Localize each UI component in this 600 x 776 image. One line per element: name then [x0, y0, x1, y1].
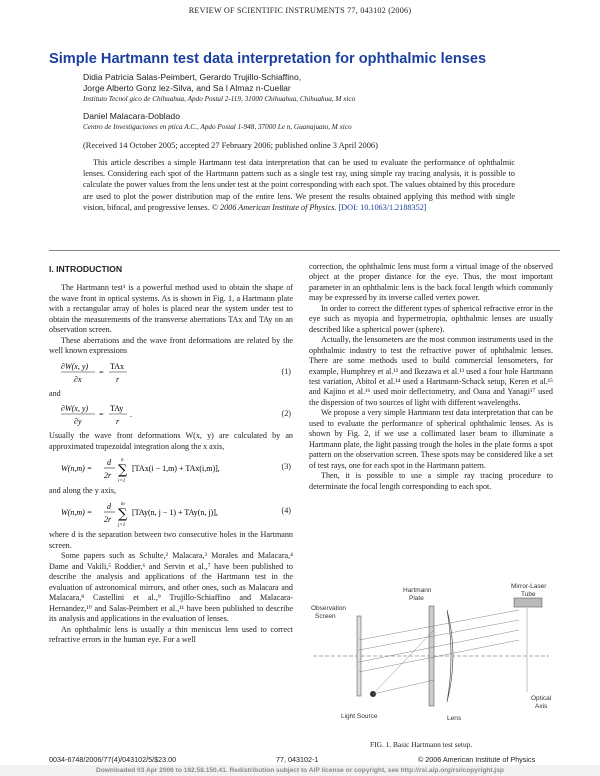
equation-4: [49, 498, 293, 528]
paragraph-6: Some papers such as Schulte,² Malacara,³ Morales and Malacara,⁴ Dame and Vakili,⁵ Roddier,⁶ and Servin et al.,⁷ have been published to describe the analysis and applications of the Hartmann test in the evaluation of astronomical mirrors, and other ones, such as Malacara and Malacara,⁸ Castellini et al.,⁹ Trujillo-Schiaffino and Malacara-Hernandez,¹⁰ and Salas-Peimbert et al.,¹¹ have been published to describe its analysis and applications in the evaluation of lenses.: [49, 551, 293, 624]
doi-link[interactable]: [DOI: 10.1063/1.2188352]: [338, 202, 427, 212]
equation-2: [49, 401, 293, 429]
author-block: [83, 72, 355, 133]
authors-line-2: Jorge Alberto Gonz lez-Silva, and Sa l Almaz n-Cuellar: [83, 83, 291, 93]
paragraph-7: An ophthalmic lens is usually a thin meniscus lens used to correct refractive errors in the human eye. For a well: [49, 624, 293, 644]
abstract-text: This article describes a simple Hartmann test data interpretation that can be used to evaluate the performance of ophthalmic lenses. Considering each spot of the Hartmann pattern such as a single test ray, using simple ray tracing analysis, it is possible to calculate the power values from the lens under test at the point corresponding with each spot. The values obtained by this procedure are used to plot the power distribution map of the entire lens. We present the results obtained applying this method with single vision, bifocal, and progressive lenses.: [83, 158, 515, 212]
mirror-laser-tube-shape: [514, 598, 542, 607]
equation-4-number: (4): [281, 506, 291, 516]
svg-text:j=1: j=1: [118, 523, 126, 529]
svg-text:2r: 2r: [104, 470, 112, 480]
equation-4-body: [61, 498, 281, 528]
svg-text:∂W(x, y): ∂W(x, y): [61, 404, 89, 414]
left-column: [49, 262, 293, 645]
footer-copyright: © 2006 American Institute of Physics: [418, 755, 536, 764]
section-divider: [49, 250, 560, 251]
paragraph-2: These aberrations and the wave front deformations are related by the well known expressions: [49, 335, 293, 356]
received-dates: (Received 14 October 2005; accepted 27 February 2006; published online 3 April 2006): [83, 141, 378, 150]
author-3: Daniel Malacara-Doblado: [83, 111, 180, 121]
svg-text:∑: ∑: [118, 462, 128, 478]
figure-1-diagram: [309, 580, 559, 730]
tube-label: Tube: [521, 591, 536, 598]
svg-text:[TAy(n, j − 1) + TAy(n, j)],: [TAy(n, j − 1) + TAy(n, j)],: [132, 508, 218, 518]
observation-label: Observation: [311, 605, 347, 612]
paragraph-1: The Hartmann test¹ is a powerful method used to obtain the shape of the wave front in optical systems. As is shown in Fig. 1, a Hartmann plate with a rectangular array of holes is placed near the system under test to obtain the measurements of the transverse aberrations TAx and TAy on an observation screen.: [49, 283, 293, 335]
footer-page: 77, 043102-1: [276, 755, 319, 764]
svg-text:∂x: ∂x: [74, 374, 82, 384]
and-text: and: [49, 388, 61, 398]
screen-label: Screen: [315, 613, 336, 620]
svg-text:TAx: TAx: [110, 361, 125, 371]
svg-text:W(n,m) =: W(n,m) =: [61, 508, 93, 518]
section-heading: I. INTRODUCTION: [49, 264, 123, 274]
equation-1-body: [61, 359, 211, 387]
plate-label: Plate: [409, 595, 424, 602]
svg-text:[TAx(i − 1,m) + TAx(i,m)],: [TAx(i − 1,m) + TAx(i,m)],: [132, 463, 220, 473]
svg-text:∑: ∑: [118, 507, 128, 523]
equation-3: [49, 454, 293, 484]
axis-label: Axis: [535, 703, 548, 710]
lens-label: Lens: [447, 715, 462, 722]
right-column: [309, 262, 553, 492]
equation-3-body: [61, 454, 281, 484]
paragraph-r1: correction, the ophthalmic lens must form a virtual image of the observed object at the proper distance for the eye. Thus, the most important parameter in an ophthalmic lens is the back focal length which commonly may be expressed by its inverse called vertex power.: [309, 262, 553, 303]
abstract: [83, 157, 515, 213]
figure-1-caption: FIG. 1. Basic Hartmann test setup.: [370, 740, 473, 749]
svg-text:d: d: [107, 502, 111, 512]
paragraph-r3: Actually, the lensometers are the most common instruments used in the ophthalmic industry to test the refractive power of ophthalmic lenses. There are some methods used to build commercial lensometers, for example, Humphrey et al.¹² and Ikezawa et al.¹³ used a four hole Hartmann test variation, Abitol et al.¹⁴ used a Hartmann-Schack setup, Keren et al.¹⁵ and Kajino et al.¹⁶ used moir deflectometry, and Oana and Yanagi¹⁷ used the dispersion of two sources of light with different wavelengths.: [309, 335, 553, 407]
affiliation-2: Centro de Investigaciones en ptica A.C., Apdo Postal 1-948, 37000 Le n, Guanajuato, M xico: [83, 123, 352, 131]
paragraph-r5: Then, it is possible to use a simple ray tracing procedure to determinate the focal length corresponding to each spot.: [309, 471, 553, 491]
mirror-laser-label: Mirror-Laser: [511, 583, 547, 590]
svg-text:n: n: [121, 457, 124, 463]
svg-text:=: =: [99, 410, 104, 420]
abstract-copyright: © 2006 American Institute of Physics.: [211, 202, 337, 212]
light-source-label: Light Source: [341, 713, 378, 720]
svg-text:.: .: [130, 410, 132, 420]
download-notice[interactable]: Downloaded 03 Apr 2006 to 192.58.150.41. Redistribution subject to AIP license or copyright, see http://rsi.aip.org/rsi/copyright.jsp: [96, 767, 504, 774]
hartmann-label: Hartmann: [403, 587, 432, 594]
svg-text:d: d: [107, 457, 111, 467]
observation-screen-shape: [357, 616, 361, 696]
affiliation-1: Instituto Tecnol gico de Chihuahua, Apdo Postal 2-119, 31000 Chihuahua, Chihuahua, M xico: [83, 95, 356, 103]
paragraph-5: where d is the separation between two consecutive holes in the Hartmann screen.: [49, 530, 293, 550]
equation-2-number: (2): [281, 409, 291, 419]
svg-text:r: r: [116, 374, 120, 384]
optical-label: Optical: [531, 695, 552, 702]
svg-text:∂W(x, y): ∂W(x, y): [61, 361, 89, 371]
svg-text:TAy: TAy: [110, 404, 124, 414]
svg-text:W(n,m) =: W(n,m) =: [61, 463, 93, 473]
footer-code: 0034-6748/2006/77(4)/043102/5/$23.00: [49, 755, 177, 764]
paragraph-r4: We propose a very simple Hartmann test data interpretation that can be used to evaluate the performance of spherical ophthalmic lenses. As is shown by Fig. 2, if we use a collimated laser beam to illuminate a Hartmann plate, the light passing trough the holes in the plate forms a spot pattern on the observation screen. These spots may be considered like a set of test rays, one for each spot in the Hartmann pattern.: [309, 408, 553, 470]
running-head: REVIEW OF SCIENTIFIC INSTRUMENTS 77, 043102 (2006): [188, 6, 412, 15]
svg-text:r: r: [116, 417, 120, 427]
equation-1-number: (1): [281, 366, 291, 376]
paragraph-3: Usually the wave front deformations W(x, y) are calculated by an approximated trapezoidal integration along the x axis,: [49, 431, 293, 451]
equation-3-number: (3): [281, 461, 291, 471]
hartmann-plate-shape: [429, 606, 434, 706]
svg-text:m: m: [121, 502, 125, 508]
ray-lines: [359, 608, 527, 694]
equation-2-body: [61, 401, 211, 429]
paragraph-4: and along the y axis,: [49, 485, 117, 495]
svg-text:i=1: i=1: [118, 478, 126, 484]
svg-text:2r: 2r: [104, 515, 112, 525]
article-title: Simple Hartmann test data interpretation for ophthalmic lenses: [49, 51, 487, 67]
authors-line-1: Didia Patricia Salas-Peimbert, Gerardo Trujillo-Schiaffino,: [83, 72, 302, 82]
paragraph-r2: In order to correct the different types of spherical refractive error in the eye such as myopia and hypermetropia, ophthalmic lenses are usually described like a spherical power (sphere).: [309, 303, 553, 334]
svg-text:∂y: ∂y: [74, 417, 82, 427]
svg-text:=: =: [99, 367, 104, 377]
equation-1: [49, 359, 293, 387]
